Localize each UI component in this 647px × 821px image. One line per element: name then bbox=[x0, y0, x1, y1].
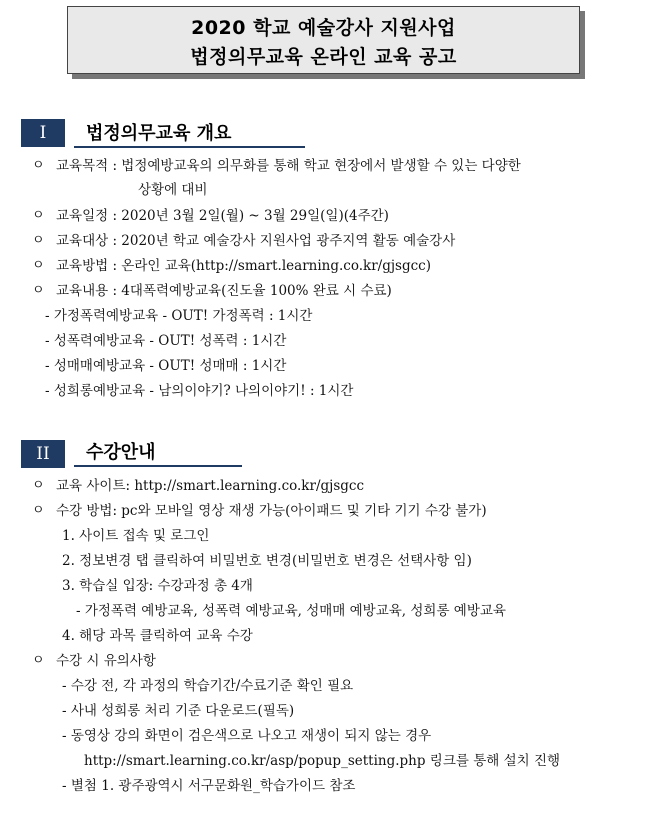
bullet-icon: ㅇ bbox=[32, 478, 45, 493]
course-item-4: - 성희롱예방교육 - 남의이야기? 나의이야기! : 1시간 bbox=[45, 383, 354, 399]
section-2-number: II bbox=[21, 440, 65, 468]
note-3-link: http://smart.learning.co.kr/asp/popup_setting.php 링크를 통해 설치 진행 bbox=[84, 753, 561, 769]
bullet-icon: ㅇ bbox=[32, 233, 45, 248]
note-4: - 별첨 1. 광주광역시 서구문화원_학습가이드 참조 bbox=[62, 778, 356, 794]
purpose-line: 교육목적 : 법정예방교육의 의무화를 통해 학교 현장에서 발생할 수 있는 다양한 bbox=[56, 158, 521, 174]
note-1: - 수강 전, 각 과정의 학습기간/수료기준 확인 필요 bbox=[62, 678, 354, 694]
schedule-line: 교육일정 : 2020년 3월 2일(월) ~ 3월 29일(일)(4주간) bbox=[56, 208, 389, 224]
step-4: 4. 해당 과목 클릭하여 교육 수강 bbox=[62, 628, 253, 644]
target-line: 교육대상 : 2020년 학교 예술강사 지원사업 광주지역 활동 예술강사 bbox=[56, 233, 456, 249]
step-3-detail: - 가정폭력 예방교육, 성폭력 예방교육, 성매매 예방교육, 성희롱 예방교육 bbox=[76, 603, 506, 619]
note-3: - 동영상 강의 화면이 검은색으로 나오고 재생이 되지 않는 경우 bbox=[62, 728, 432, 744]
title-line-2: 법정의무교육 온라인 교육 공고 bbox=[190, 46, 457, 68]
bullet-icon: ㅇ bbox=[32, 158, 45, 173]
site-line: 교육 사이트: http://smart.learning.co.kr/gjsgcc bbox=[56, 478, 365, 494]
how-line: 수강 방법: pc와 모바일 영상 재생 가능(아이패드 및 기타 기기 수강 불가) bbox=[56, 503, 487, 519]
course-item-2: - 성폭력예방교육 - OUT! 성폭력 : 1시간 bbox=[45, 333, 287, 349]
step-2: 2. 정보변경 탭 클릭하여 비밀번호 변경(비밀번호 변경은 선택사항 임) bbox=[62, 553, 472, 569]
title-line-1: 2020 학교 예술강사 지원사업 bbox=[191, 17, 456, 39]
bullet-icon: ㅇ bbox=[32, 283, 45, 298]
section-1-underline bbox=[74, 146, 305, 148]
course-item-1: - 가정폭력예방교육 - OUT! 가정폭력 : 1시간 bbox=[45, 308, 313, 324]
content-line: 교육내용 : 4대폭력예방교육(진도율 100% 완료 시 수료) bbox=[56, 283, 392, 299]
bullet-icon: ㅇ bbox=[32, 258, 45, 273]
note-2: - 사내 성희롱 처리 기준 다운로드(필독) bbox=[62, 703, 295, 719]
notes-heading: 수강 시 유의사항 bbox=[56, 653, 156, 669]
course-item-3: - 성매매예방교육 - OUT! 성매매 : 1시간 bbox=[45, 358, 287, 374]
section-1-number: I bbox=[21, 119, 65, 147]
bullet-icon: ㅇ bbox=[32, 208, 45, 223]
title-box bbox=[67, 6, 580, 74]
section-2-title: 수강안내 bbox=[86, 442, 156, 463]
step-1: 1. 사이트 접속 및 로그인 bbox=[62, 528, 210, 544]
bullet-icon: ㅇ bbox=[32, 653, 45, 668]
section-2-underline bbox=[74, 465, 242, 467]
step-3: 3. 학습실 입장: 수강과정 총 4개 bbox=[62, 578, 253, 594]
method-line: 교육방법 : 온라인 교육(http://smart.learning.co.kr/gjsgcc) bbox=[56, 258, 431, 274]
section-1-title: 법정의무교육 개요 bbox=[86, 123, 232, 144]
purpose-line-cont: 상황에 대비 bbox=[138, 182, 208, 198]
bullet-icon: ㅇ bbox=[32, 503, 45, 518]
